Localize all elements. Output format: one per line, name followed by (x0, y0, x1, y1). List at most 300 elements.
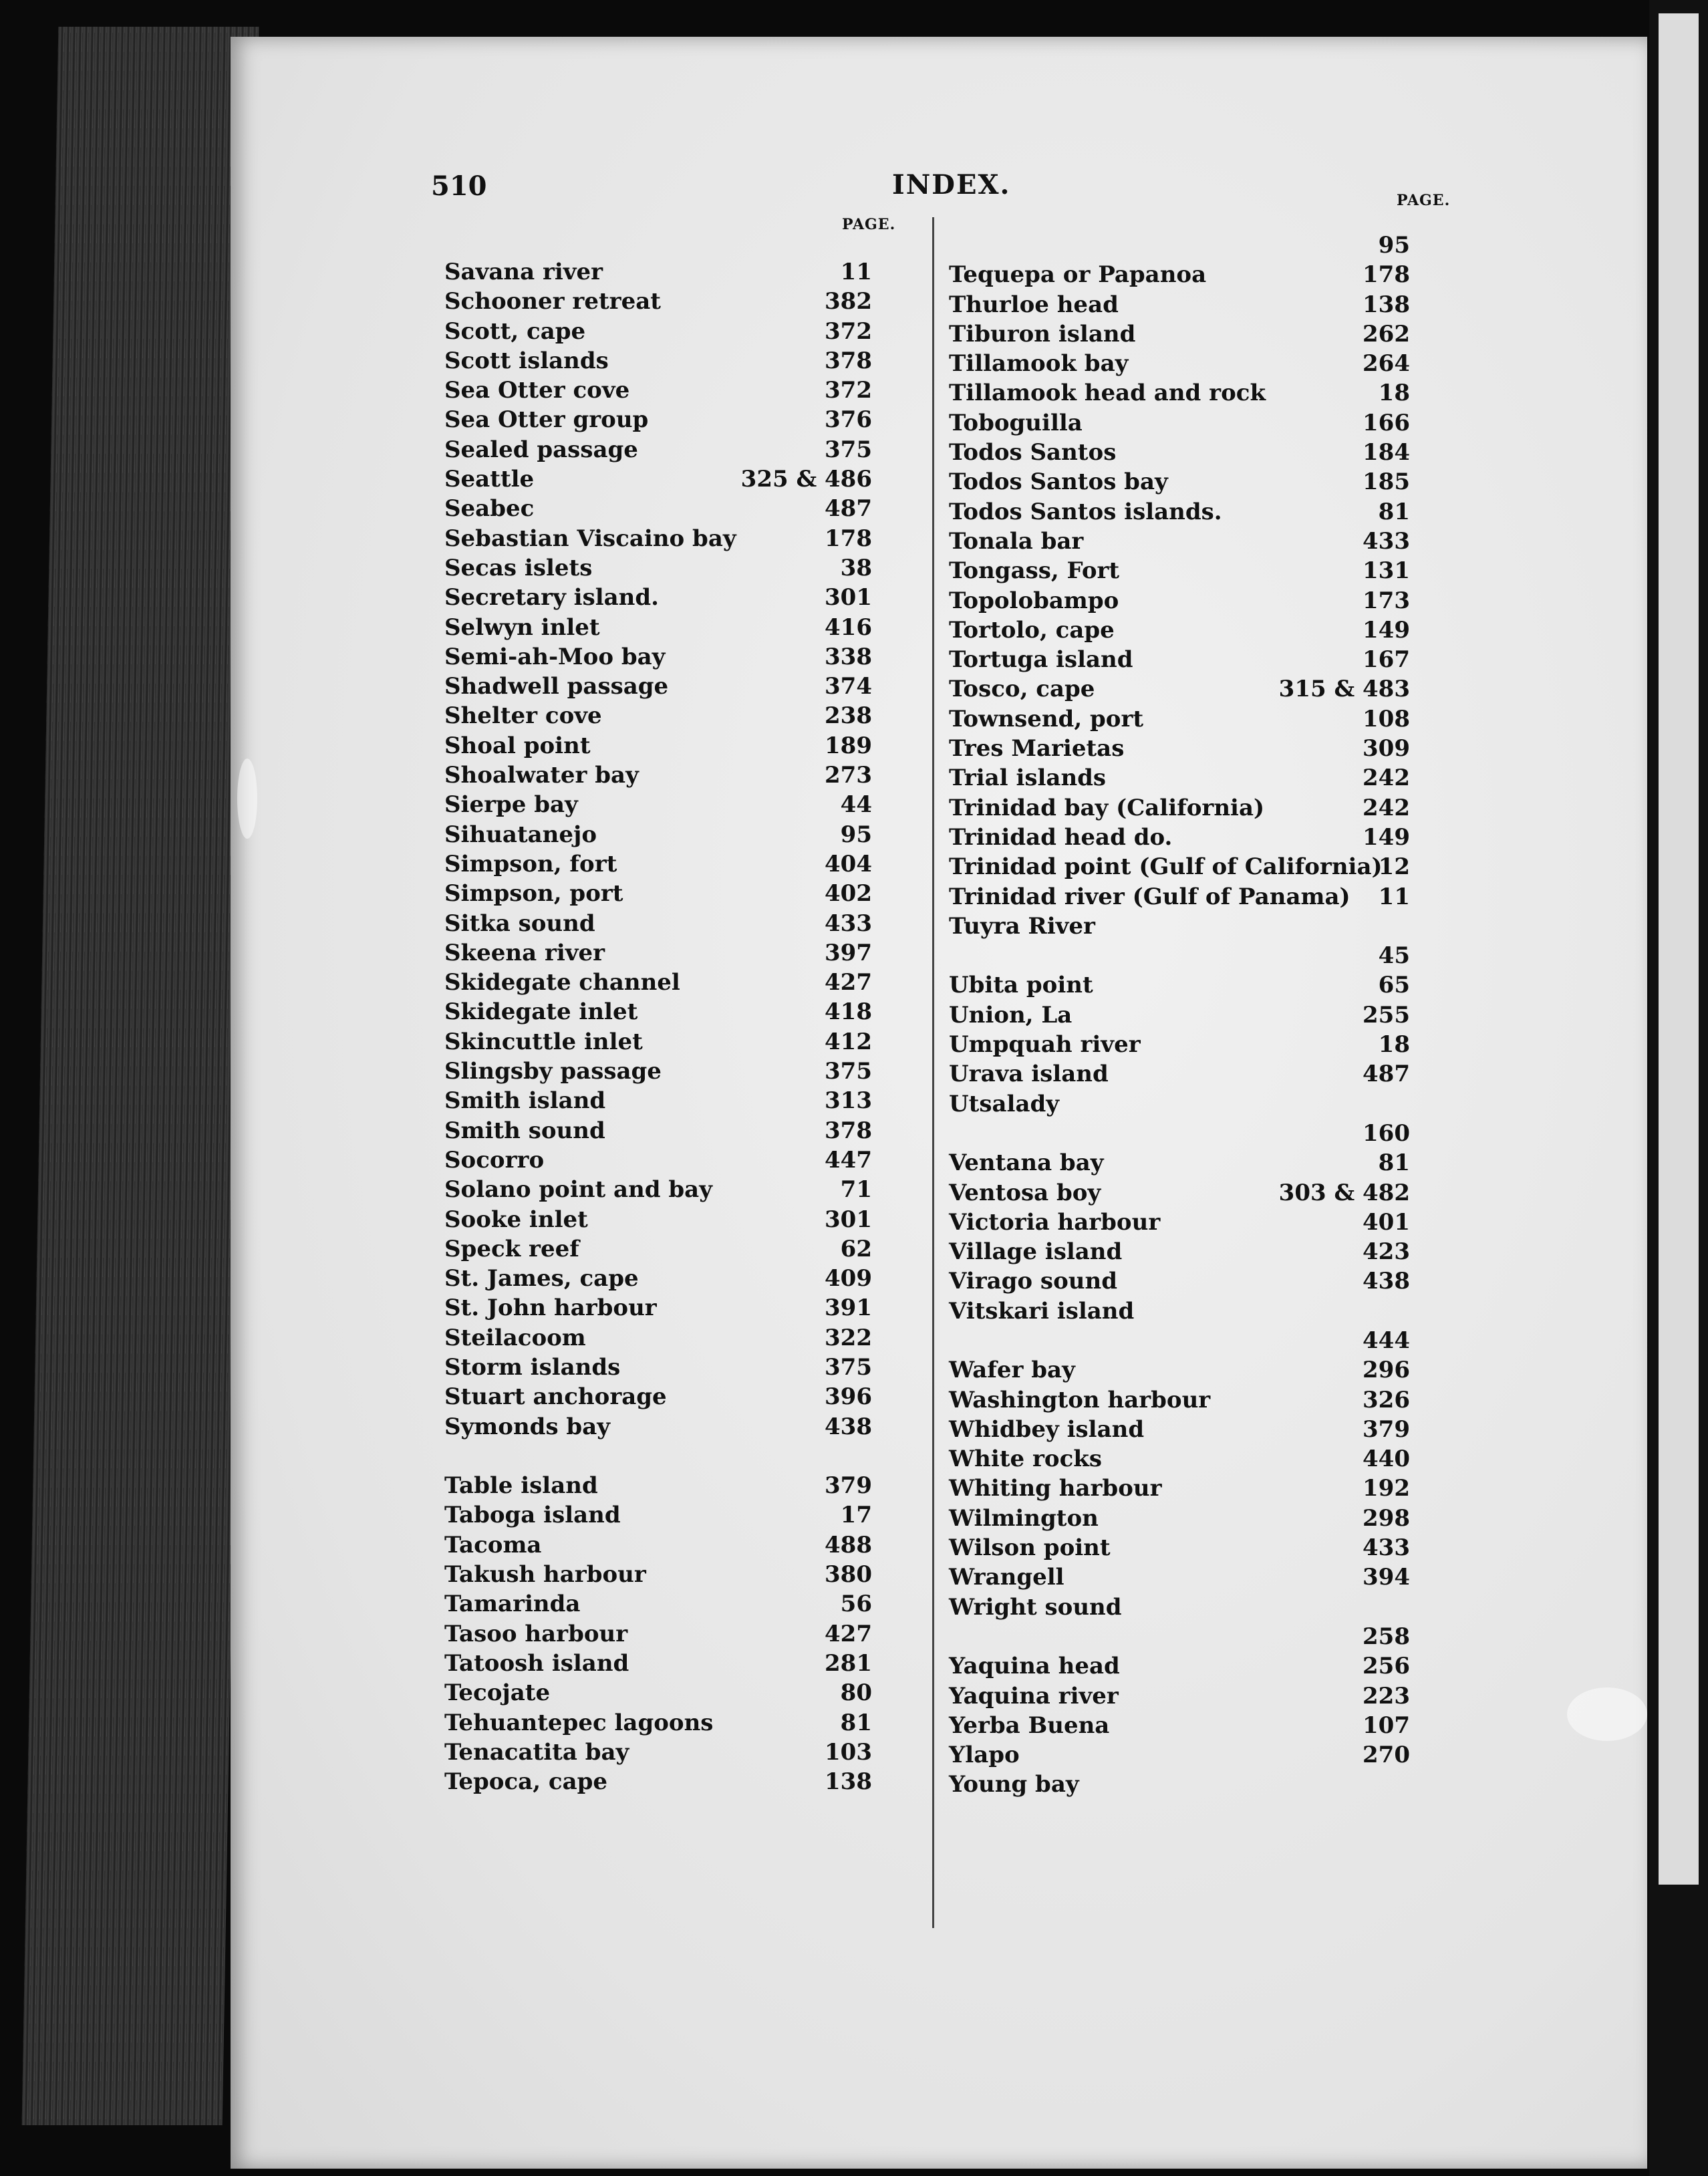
index-entry-name: Secas islets (444, 554, 593, 581)
index-entry-page: 107 (1363, 1712, 1410, 1739)
index-entry-name: Tiburon island (949, 320, 1136, 348)
index-entry-name: Ventana bay (949, 1149, 1104, 1177)
index-entry-page: 326 (1363, 1386, 1410, 1413)
index-entry (444, 1442, 926, 1471)
index-entry-page: 438 (825, 1413, 872, 1440)
index-entry (949, 1297, 1430, 1326)
index-entry-name: Wrangell (949, 1564, 1064, 1591)
index-entry-page: 402 (825, 880, 872, 908)
index-entry-name: Whiting harbour (949, 1475, 1162, 1502)
index-entry-name: Yaquina head (949, 1653, 1120, 1680)
index-entry-name: Socorro (444, 1146, 545, 1174)
index-entry-page: 131 (1363, 557, 1410, 585)
index-entry (949, 260, 1430, 289)
index-entry (444, 938, 926, 968)
index-entry-name: Tongass, Fort (949, 557, 1120, 585)
index-entry-page: 12 (1378, 853, 1410, 881)
index-entry (444, 1738, 926, 1767)
index-entry-name: Smith island (444, 1087, 606, 1115)
index-entry-page: 301 (825, 1206, 872, 1233)
index-entry-name: Tacoma (444, 1531, 542, 1558)
index-entry (444, 672, 926, 701)
index-entry-page: 11 (1378, 883, 1410, 910)
index-entry (949, 616, 1430, 645)
index-entry (949, 1711, 1430, 1740)
index-entry-page: 262 (1363, 320, 1410, 348)
index-entry-page: 242 (1363, 765, 1410, 792)
index-entry (949, 882, 1430, 912)
index-entry-page: 185 (1363, 468, 1410, 496)
index-entry-name: Young bay (949, 1771, 1079, 1798)
index-entry-page: 487 (825, 495, 872, 523)
index-entry (444, 849, 926, 879)
index-entry-page: 487 (1363, 1061, 1410, 1088)
index-entry (444, 1708, 926, 1738)
index-entry-name: Tuyra River (949, 912, 1095, 940)
index-entry (444, 1589, 926, 1619)
index-entry-name: Tillamook head and rock (949, 380, 1266, 407)
index-entry-page: 81 (1378, 498, 1410, 525)
index-entry-page: 17 (840, 1502, 872, 1529)
index-entry-name: Tillamook bay (949, 350, 1129, 378)
index-entry (949, 941, 1430, 970)
index-entry (949, 1178, 1430, 1208)
index-entry (444, 1649, 926, 1678)
index-entry-page: 138 (1363, 291, 1410, 318)
index-entry-name: Todos Santos bay (949, 468, 1168, 496)
index-entry (949, 1266, 1430, 1296)
index-entry-name: Todos Santos islands. (949, 498, 1222, 525)
index-entry-name: Seabec (444, 495, 535, 523)
index-entry-page: 301 (825, 584, 872, 611)
index-entry-name: Wilson point (949, 1534, 1111, 1562)
index-entry-name: Tequepa or Papanoa (949, 261, 1207, 289)
index-entry (949, 438, 1430, 467)
index-entry (949, 1208, 1430, 1237)
index-entry-page: 173 (1363, 587, 1410, 614)
index-entry-page: 264 (1363, 350, 1410, 378)
index-entry (444, 968, 926, 997)
index-entry-name: Trinidad bay (California) (949, 794, 1265, 821)
index-entry-name: Tortolo, cape (949, 616, 1115, 644)
index-entry-name: Takush harbour (444, 1561, 646, 1589)
index-entry-name: Shadwell passage (444, 673, 669, 700)
index-entry-page: 427 (825, 969, 872, 996)
page-number: 510 (431, 170, 487, 202)
index-entry-page: 18 (1378, 1031, 1410, 1059)
index-entry (444, 1353, 926, 1382)
index-entry (949, 823, 1430, 852)
index-entry (949, 1622, 1430, 1651)
index-entry-name: Umpquah river (949, 1031, 1141, 1059)
index-entry-name: Tasoo harbour (444, 1620, 628, 1647)
index-entry-page: 81 (1378, 1149, 1410, 1177)
page-title: INDEX. (892, 169, 1011, 200)
index-entry-page: 391 (825, 1295, 872, 1322)
index-entry-page: 189 (825, 732, 872, 759)
index-entry (949, 1740, 1430, 1770)
index-column-right (949, 231, 1430, 1800)
index-entry-page: 273 (825, 762, 872, 789)
index-entry-name: Seattle (444, 466, 535, 493)
index-entry-name: Trinidad point (Gulf of California) (949, 853, 1383, 881)
index-entry-page: 375 (825, 1353, 872, 1381)
index-entry-name: Wafer bay (949, 1357, 1075, 1384)
index-entry (444, 1027, 926, 1057)
index-entry-page: 375 (825, 436, 872, 463)
index-entry-page: 108 (1363, 705, 1410, 732)
index-entry (949, 1237, 1430, 1266)
index-entry (949, 1474, 1430, 1503)
index-entry-name: Toboguilla (949, 409, 1083, 436)
right-column-heading: PAGE. (1397, 192, 1451, 209)
index-entry (444, 494, 926, 523)
index-entry-name: Utsalady (949, 1090, 1060, 1117)
index-entry (949, 1119, 1430, 1148)
index-entry-page: 65 (1378, 972, 1410, 999)
index-entry-page: 238 (825, 702, 872, 730)
index-entry (949, 497, 1430, 527)
index-entry-name: Sebastian Viscaino bay (444, 525, 736, 552)
index-entry-name: Trial islands (949, 765, 1107, 792)
index-entry-page: 444 (1363, 1327, 1410, 1354)
index-entry (949, 1593, 1430, 1622)
index-entry-name: Wilmington (949, 1504, 1099, 1532)
index-entry-name: Vitskari island (949, 1297, 1135, 1325)
index-entry-name: Tortuga island (949, 646, 1133, 674)
index-entry (444, 761, 926, 790)
index-column-left (444, 257, 926, 1796)
index-entry-name: Shoalwater bay (444, 762, 639, 789)
index-entry-page: 184 (1363, 439, 1410, 466)
index-entry-page: 103 (825, 1738, 872, 1766)
index-entry-page: 433 (1363, 527, 1410, 555)
index-entry-page: 298 (1363, 1504, 1410, 1532)
index-entry-name: Shelter cove (444, 702, 602, 730)
index-entry (949, 645, 1430, 674)
index-entry (949, 349, 1430, 378)
index-entry-page: 255 (1363, 1001, 1410, 1029)
index-entry-page: 149 (1363, 823, 1410, 851)
index-entry (444, 1264, 926, 1293)
index-entry-page: 379 (1363, 1415, 1410, 1443)
index-entry-name: Stuart anchorage (444, 1383, 667, 1411)
index-entry (444, 1323, 926, 1353)
index-entry-page: 325 & 486 (740, 466, 872, 493)
index-entry-name: St. John harbour (444, 1295, 657, 1322)
index-entry-page: 44 (840, 791, 872, 819)
index-entry-page: 380 (825, 1561, 872, 1589)
next-page-edge (1659, 13, 1699, 1885)
index-entry-page: 433 (1363, 1534, 1410, 1562)
index-entry (444, 1205, 926, 1234)
index-entry-name: Union, La (949, 1001, 1073, 1029)
index-entry-name: Simpson, fort (444, 850, 617, 877)
index-entry (444, 642, 926, 672)
index-entry-page: 379 (825, 1472, 872, 1500)
index-entry (444, 346, 926, 376)
index-entry-page: 433 (825, 910, 872, 937)
index-entry-name: Virago sound (949, 1268, 1117, 1295)
index-entry-page: 438 (1363, 1268, 1410, 1295)
index-entry-name: Trinidad river (Gulf of Panama) (949, 883, 1350, 910)
index-entry-name: Tehuantepec lagoons (444, 1709, 714, 1736)
index-entry-name: Sooke inlet (444, 1206, 588, 1233)
index-entry-name: Tatoosh island (444, 1649, 629, 1677)
index-entry-page: 423 (1363, 1238, 1410, 1266)
index-page (231, 37, 1647, 2169)
index-entry (949, 319, 1430, 349)
index-entry-page: 313 (825, 1087, 872, 1115)
index-entry (949, 1059, 1430, 1089)
index-entry-page: 166 (1363, 409, 1410, 436)
index-entry (949, 793, 1430, 823)
index-entry-page: 427 (825, 1620, 872, 1647)
index-entry (949, 1444, 1430, 1474)
index-entry-name: Skidegate channel (444, 969, 680, 996)
index-entry-page: 62 (840, 1235, 872, 1262)
index-entry-page: 178 (1363, 261, 1410, 289)
index-entry (949, 1770, 1430, 1799)
index-entry-name: Sea Otter cove (444, 377, 630, 404)
index-entry-page: 242 (1363, 794, 1410, 821)
index-entry (444, 317, 926, 346)
index-entry (444, 1530, 926, 1560)
index-entry-page: 45 (1378, 942, 1410, 970)
index-entry-name: Trinidad head do. (949, 823, 1173, 851)
index-entry (444, 553, 926, 583)
index-entry (444, 1234, 926, 1264)
index-entry (949, 1355, 1430, 1385)
index-entry (949, 1681, 1430, 1711)
index-entry-page: 409 (825, 1265, 872, 1293)
index-entry-page: 372 (825, 377, 872, 404)
index-entry-page: 309 (1363, 735, 1410, 763)
index-entry (444, 1619, 926, 1649)
index-entry (444, 1412, 926, 1442)
index-entry-page: 149 (1363, 616, 1410, 644)
index-entry-page: 338 (825, 643, 872, 670)
index-entry-name: Simpson, port (444, 880, 623, 908)
paper-blemish (237, 759, 257, 839)
index-entry (444, 464, 926, 494)
index-entry (949, 1148, 1430, 1178)
index-entry-page: 303 & 482 (1278, 1179, 1410, 1206)
index-entry (444, 287, 926, 316)
index-entry (444, 524, 926, 553)
index-entry-page: 167 (1363, 646, 1410, 674)
index-entry-name: Semi-ah-Moo bay (444, 643, 666, 670)
index-entry-page: 11 (840, 259, 872, 285)
index-entry-page: 192 (1363, 1475, 1410, 1502)
index-entry (949, 1385, 1430, 1415)
index-entry (949, 467, 1430, 497)
index-entry (444, 1678, 926, 1708)
index-entry-name: Skidegate inlet (444, 998, 638, 1026)
index-entry-name: White rocks (949, 1446, 1102, 1473)
index-entry (444, 613, 926, 642)
index-entry (444, 1471, 926, 1500)
index-entry-name: Washington harbour (949, 1386, 1211, 1413)
index-entry (444, 405, 926, 434)
index-entry-name: Sea Otter group (444, 406, 649, 434)
index-entry-name: Yaquina river (949, 1682, 1119, 1710)
index-entry-page: 315 & 483 (1278, 676, 1410, 703)
index-entry-page: 382 (825, 288, 872, 315)
index-entry (444, 731, 926, 761)
index-entry (949, 556, 1430, 585)
left-column-heading: PAGE. (842, 216, 896, 233)
index-entry (949, 1415, 1430, 1444)
index-entry-name: Ventosa boy (949, 1179, 1101, 1206)
index-entry-name: Smith sound (444, 1117, 605, 1144)
index-entry-page: 270 (1363, 1742, 1410, 1769)
index-entry-name: Thurloe head (949, 291, 1119, 318)
index-entry-page: 38 (840, 554, 872, 581)
index-entry-name: Secretary island. (444, 584, 660, 611)
index-entry (949, 378, 1430, 408)
index-entry-name: Ylapo (949, 1742, 1020, 1769)
index-entry-page: 394 (1363, 1564, 1410, 1591)
index-entry-page: 178 (825, 525, 872, 552)
index-entry (949, 408, 1430, 438)
index-entry (949, 912, 1430, 941)
index-entry (949, 734, 1430, 763)
index-entry-page: 258 (1363, 1623, 1410, 1650)
index-entry-name: Wright sound (949, 1593, 1122, 1621)
index-entry-name: Tenacatita bay (444, 1738, 629, 1766)
index-entry (444, 1500, 926, 1530)
index-entry-page: 378 (825, 347, 872, 374)
index-entry-name: Symonds bay (444, 1413, 610, 1440)
paper-blemish (1567, 1687, 1647, 1741)
index-entry-page: 376 (825, 406, 872, 434)
index-entry (949, 674, 1430, 704)
book-page-edges (22, 27, 259, 2125)
index-entry (444, 879, 926, 908)
index-entry-page: 81 (840, 1709, 872, 1736)
index-entry (949, 1089, 1430, 1119)
index-entry-name: Todos Santos (949, 439, 1117, 466)
index-entry (949, 1000, 1430, 1030)
index-entry-name: Ubita point (949, 972, 1093, 999)
index-entry (949, 231, 1430, 260)
index-entry-page: 256 (1363, 1653, 1410, 1680)
index-entry-name: Sitka sound (444, 910, 595, 937)
index-entry-page: 322 (825, 1324, 872, 1351)
index-entry (444, 1382, 926, 1411)
index-entry-page: 223 (1363, 1682, 1410, 1710)
index-entry-name: Schooner retreat (444, 288, 661, 315)
index-entry (949, 970, 1430, 1000)
index-entry-page: 281 (825, 1649, 872, 1677)
index-entry-name: Speck reef (444, 1235, 579, 1262)
index-entry (444, 1086, 926, 1115)
index-entry (444, 1560, 926, 1589)
index-entry (444, 701, 926, 730)
index-entry-name: Steilacoom (444, 1324, 586, 1351)
index-entry-page: 401 (1363, 1208, 1410, 1236)
index-entry-page: 447 (825, 1146, 872, 1174)
index-entry (444, 909, 926, 938)
index-entry-name: Skeena river (444, 939, 605, 966)
index-entry-page: 95 (840, 821, 872, 848)
index-entry-name: Topolobampo (949, 587, 1119, 614)
index-entry (444, 1767, 926, 1796)
index-entry-name: Sierpe bay (444, 791, 578, 819)
index-entry-name: Skincuttle inlet (444, 1028, 643, 1055)
index-entry-name: Solano point and bay (444, 1176, 712, 1204)
index-entry-page: 71 (840, 1176, 872, 1204)
index-entry (949, 1504, 1430, 1533)
index-entry (444, 790, 926, 819)
index-entry-page: 416 (825, 614, 872, 641)
index-entry (949, 704, 1430, 734)
index-entry-name: Tamarinda (444, 1591, 581, 1618)
index-entry (444, 583, 926, 612)
index-entry-name: Table island (444, 1472, 598, 1500)
index-entry-page: 418 (825, 998, 872, 1026)
index-entry-name: Victoria harbour (949, 1208, 1161, 1236)
index-entry-name: Sealed passage (444, 436, 638, 463)
index-entry-page: 296 (1363, 1357, 1410, 1384)
index-entry-page: 80 (840, 1679, 872, 1707)
index-entry-page: 404 (825, 850, 872, 877)
index-entry (949, 290, 1430, 319)
index-entry-page: 18 (1378, 380, 1410, 407)
index-entry (949, 1562, 1430, 1592)
index-entry-name: Tonala bar (949, 527, 1084, 555)
index-entry (444, 1116, 926, 1145)
index-entry-page: 374 (825, 673, 872, 700)
index-entry-name: Savana river (444, 259, 603, 285)
index-entry (444, 820, 926, 849)
index-entry-page: 372 (825, 317, 872, 345)
index-entry (444, 1145, 926, 1175)
index-entry (444, 997, 926, 1027)
index-entry (949, 527, 1430, 556)
index-entry-name: Shoal point (444, 732, 591, 759)
index-entry-page: 396 (825, 1383, 872, 1411)
index-entry-page: 160 (1363, 1119, 1410, 1147)
index-entry-page: 412 (825, 1028, 872, 1055)
index-entry (949, 1533, 1430, 1562)
index-entry-name: Urava island (949, 1061, 1109, 1088)
index-entry (949, 852, 1430, 881)
index-entry-name: Storm islands (444, 1353, 621, 1381)
index-entry (949, 1651, 1430, 1681)
index-entry-name: Yerba Buena (949, 1712, 1110, 1739)
index-entry-page: 138 (825, 1768, 872, 1796)
index-entry (444, 1057, 926, 1086)
index-entry (444, 257, 926, 287)
index-entry-page: 95 (1378, 232, 1410, 259)
index-entry-name: Taboga island (444, 1502, 621, 1529)
index-entry (444, 376, 926, 405)
index-entry-name: Sihuatanejo (444, 821, 597, 848)
index-entry (444, 435, 926, 464)
index-entry-page: 375 (825, 1058, 872, 1085)
index-entry-name: St. James, cape (444, 1265, 639, 1293)
index-entry (949, 1030, 1430, 1059)
index-entry-page: 440 (1363, 1446, 1410, 1473)
index-entry-name: Tecojate (444, 1679, 551, 1707)
index-entry (949, 1326, 1430, 1355)
index-entry-page: 488 (825, 1531, 872, 1558)
index-entry-name: Scott, cape (444, 317, 586, 345)
index-entry-name: Selwyn inlet (444, 614, 600, 641)
index-entry (444, 1175, 926, 1204)
